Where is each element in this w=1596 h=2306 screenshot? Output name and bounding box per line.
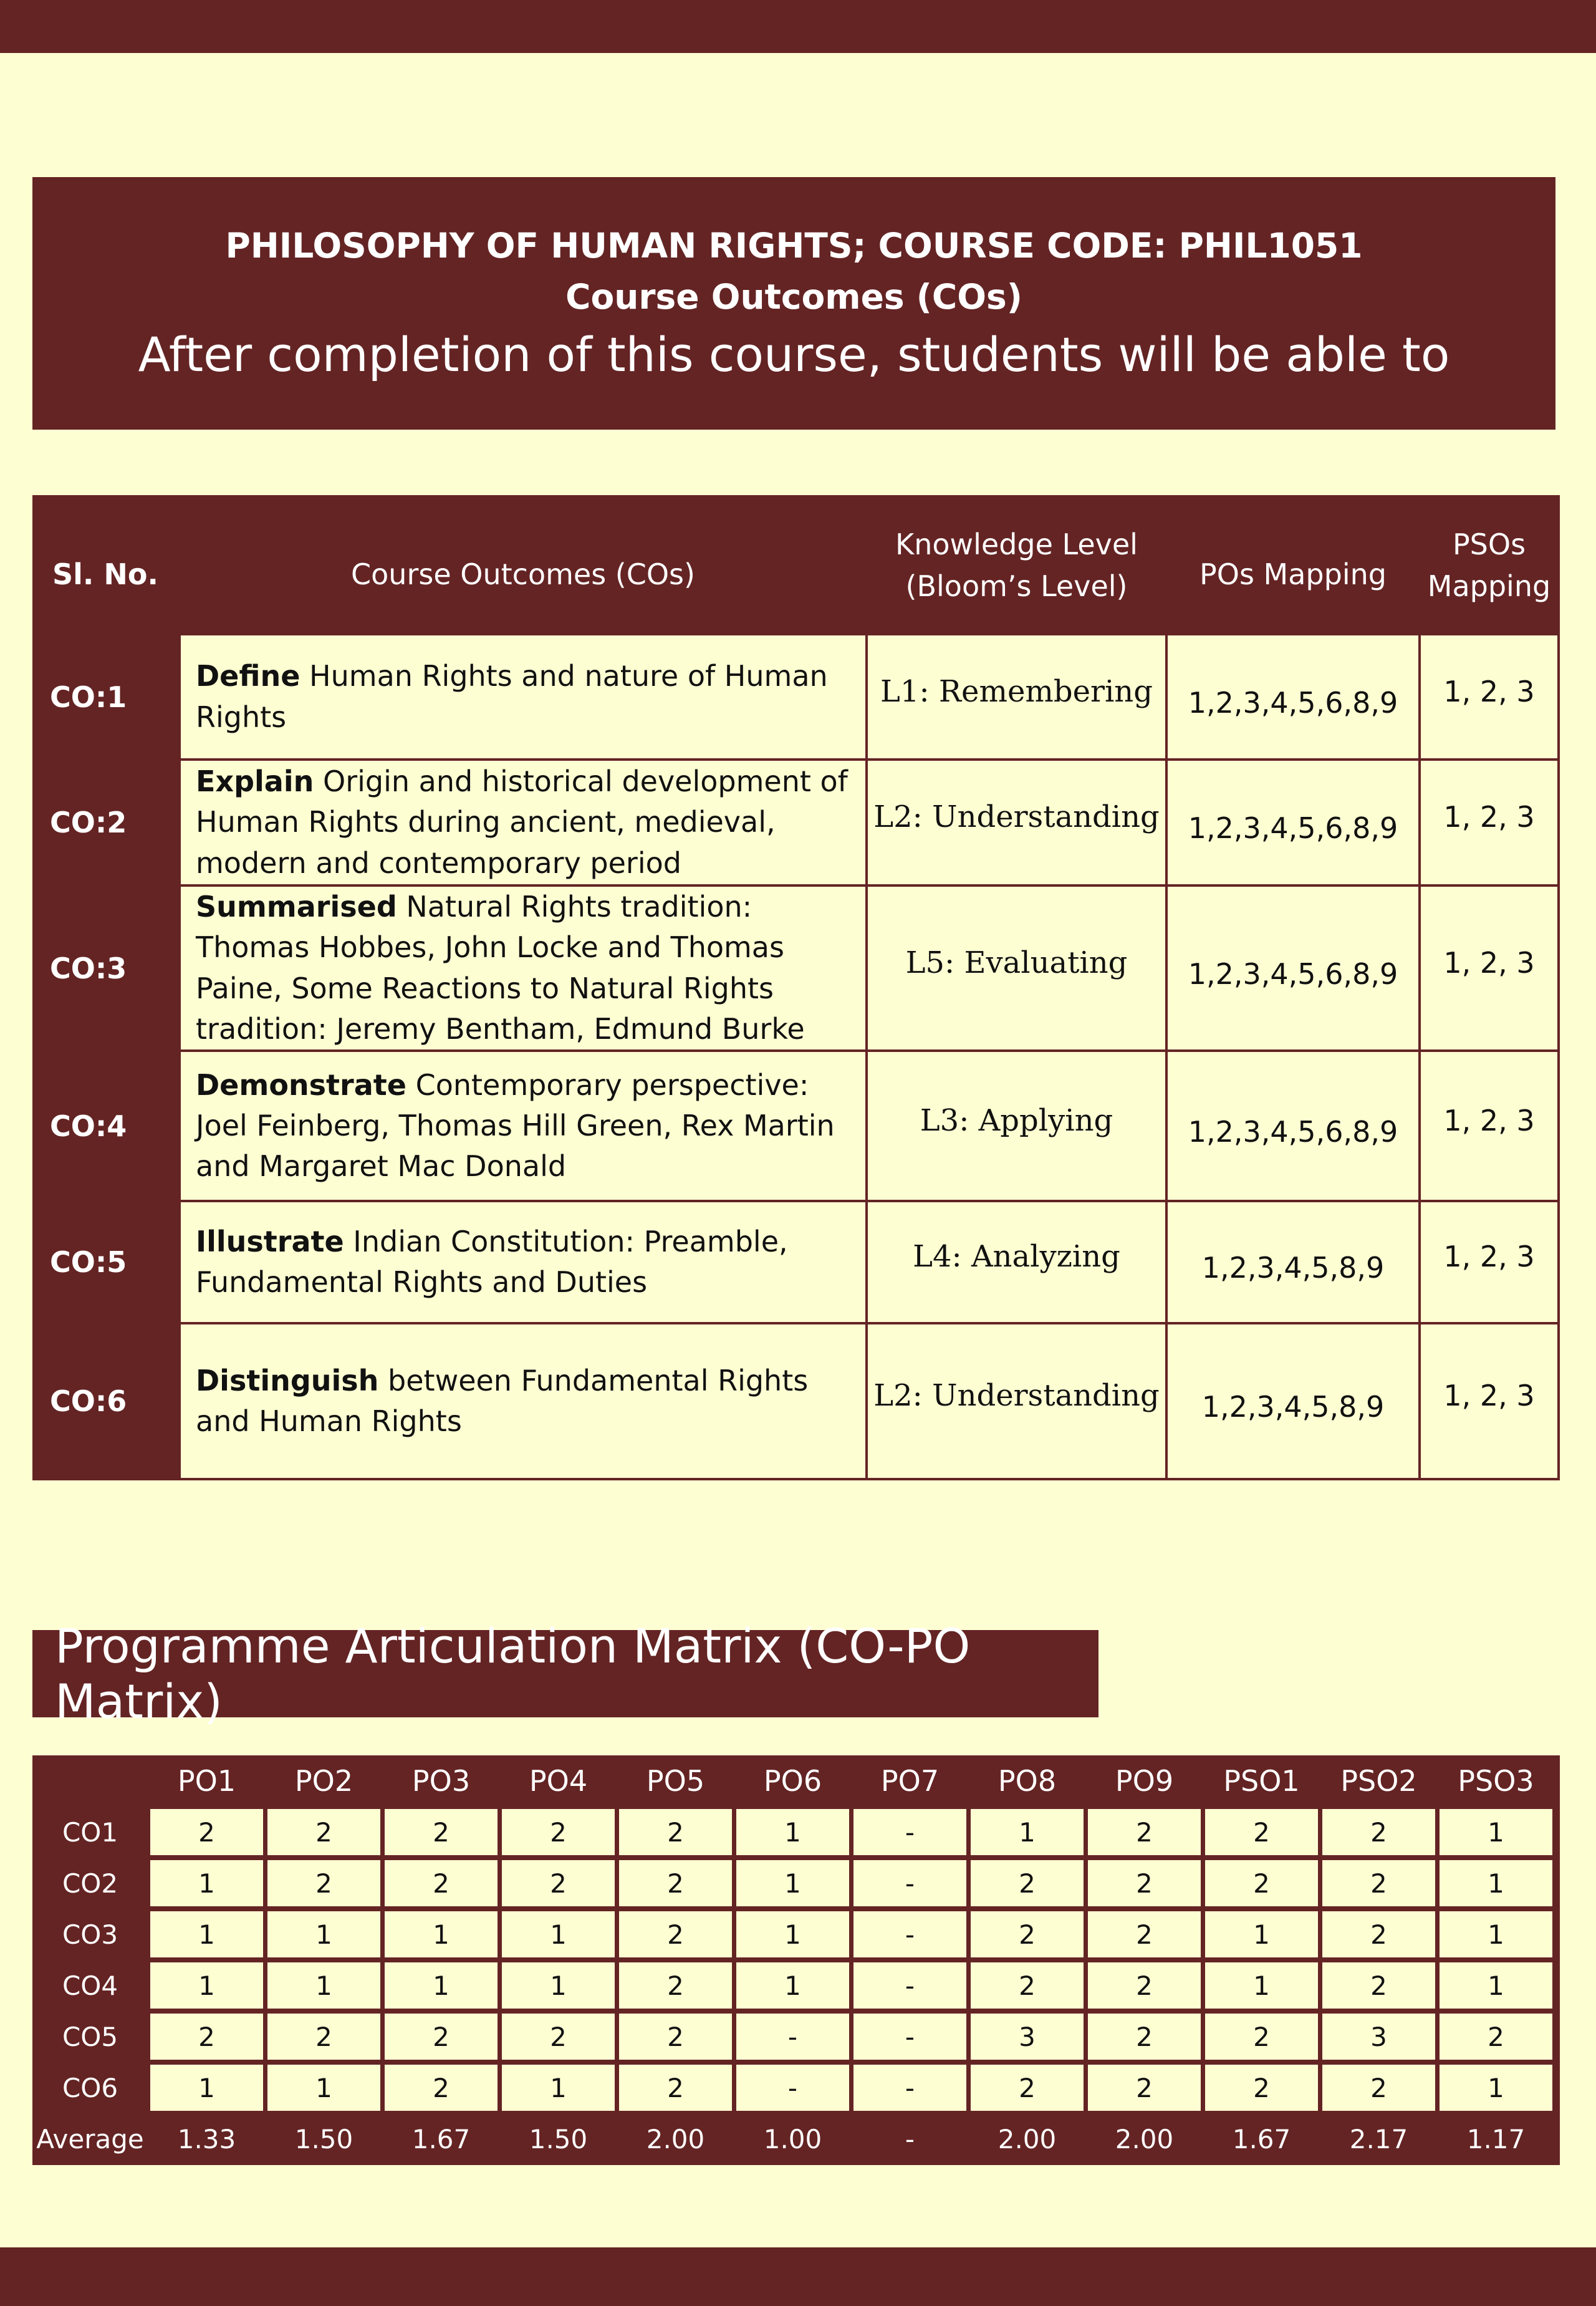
co-verb: Summarised (196, 889, 397, 924)
matrix-cell: 2 (382, 2011, 500, 2062)
matrix-row-label: CO1 (62, 1816, 118, 1848)
matrix-cell: 2 (1203, 2062, 1320, 2113)
matrix-row-label: CO5 (62, 2021, 118, 2052)
co-description (178, 758, 868, 887)
course-outcomes-table (32, 495, 1560, 1480)
co-psos-mapping: 1, 2, 3 (1418, 758, 1560, 887)
matrix-cell: 2.17 (1349, 2123, 1408, 2154)
header-psos-mapping (1418, 495, 1560, 635)
matrix-cell: 1 (1203, 1960, 1320, 2011)
matrix-cell: 1 (148, 1858, 266, 1909)
matrix-cell: 1.00 (763, 2123, 822, 2154)
matrix-cell: 2 (1437, 2011, 1555, 2062)
co-description (178, 1322, 868, 1480)
matrix-cell: 2 (617, 1960, 734, 2011)
matrix-cell: - (851, 1858, 969, 1909)
matrix-cell: 1 (734, 1909, 852, 1960)
matrix-row (32, 2011, 1560, 2062)
matrix-cell: 1.17 (1466, 2123, 1526, 2154)
matrix-cell: - (851, 2062, 969, 2113)
header-psos-line1: PSOs (1452, 527, 1526, 561)
co-knowledge-level: L5: Evaluating (865, 884, 1168, 1052)
matrix-cell: 2 (1320, 2062, 1438, 2113)
co-verb: Illustrate (196, 1224, 344, 1258)
co-sl: CO:1 (50, 680, 127, 714)
top-bar (0, 0, 1596, 53)
matrix-cell: 1 (499, 2062, 617, 2113)
matrix-cell: 1 (1437, 2062, 1555, 2113)
co-knowledge-level: L3: Applying (865, 1049, 1168, 1202)
co-psos-mapping: 1, 2, 3 (1418, 1322, 1560, 1480)
matrix-column-header: PSO1 (1223, 1764, 1300, 1798)
matrix-cell: 2 (148, 1807, 266, 1858)
co-psos-mapping: 1, 2, 3 (1418, 633, 1560, 761)
matrix-row (32, 1960, 1560, 2011)
matrix-cell: 1 (734, 1807, 852, 1858)
co-text: between Fundamental Rights and Human Rights (196, 1363, 809, 1438)
matrix-cell: - (851, 2011, 969, 2062)
co-row-6 (32, 1322, 1560, 1480)
header-knowledge-level (865, 495, 1168, 635)
co-sl: CO:4 (50, 1109, 127, 1143)
co-pos-mapping: 1,2,3,4,5,8,9 (1165, 1322, 1421, 1480)
co-pos-mapping: 1,2,3,4,5,6,8,9 (1165, 758, 1421, 887)
co-knowledge-level: L4: Analyzing (865, 1200, 1168, 1324)
matrix-cell: 3 (968, 2011, 1086, 2062)
matrix-cell: 2 (499, 1807, 617, 1858)
matrix-cell: 2.00 (1115, 2123, 1174, 2154)
header-pos-mapping: POs Mapping (1199, 557, 1387, 592)
co-row-3 (32, 884, 1560, 1052)
matrix-cell: 1 (1437, 1807, 1555, 1858)
matrix-cell: 2 (1203, 2011, 1320, 2062)
matrix-column-header: PO5 (646, 1764, 705, 1798)
matrix-cell: 1 (1437, 1960, 1555, 2011)
matrix-header-row (32, 1755, 1560, 1807)
matrix-row-label: CO2 (62, 1868, 118, 1899)
matrix-column-header: PO7 (880, 1764, 940, 1798)
matrix-cell: 1.50 (529, 2123, 588, 2154)
matrix-cell: - (851, 1807, 969, 1858)
matrix-column-header: PO4 (529, 1764, 588, 1798)
matrix-cell: 1.50 (294, 2123, 353, 2154)
co-psos-mapping: 1, 2, 3 (1418, 884, 1560, 1052)
matrix-cell: 2.00 (998, 2123, 1057, 2154)
matrix-cell: 2 (1320, 1909, 1438, 1960)
matrix-cell: 2 (1203, 1807, 1320, 1858)
matrix-cell: 1.67 (1232, 2123, 1291, 2154)
matrix-cell: 1 (1437, 1858, 1555, 1909)
matrix-cell: 2 (265, 1807, 383, 1858)
co-knowledge-level: L1: Remembering (865, 633, 1168, 761)
matrix-cell: 2 (1320, 1807, 1438, 1858)
co-sl: CO:5 (50, 1245, 127, 1279)
matrix-cell: 1 (265, 1909, 383, 1960)
matrix-cell: 1 (148, 1960, 266, 2011)
matrix-cell: 2 (382, 1807, 500, 1858)
matrix-row-label: Average (36, 2123, 144, 2154)
co-description (178, 1200, 868, 1324)
matrix-cell: 2 (265, 2011, 383, 2062)
bottom-bar (0, 2247, 1596, 2306)
co-pos-mapping: 1,2,3,4,5,6,8,9 (1165, 633, 1421, 761)
matrix-cell: 2 (499, 1858, 617, 1909)
course-intro: After completion of this course, students will be able to (138, 327, 1450, 382)
co-text: Human Rights and nature of Human Rights (196, 659, 828, 734)
matrix-cell: - (905, 2123, 915, 2154)
matrix-cell: 2 (1203, 1858, 1320, 1909)
matrix-column-header: PO8 (998, 1764, 1057, 1798)
matrix-column-header: PO3 (411, 1764, 471, 1798)
matrix-row-label: CO3 (62, 1919, 118, 1950)
matrix-cell: 2 (382, 2062, 500, 2113)
matrix-row (32, 2062, 1560, 2113)
matrix-cell: - (734, 2011, 852, 2062)
matrix-cell: 2 (1085, 1807, 1203, 1858)
co-description (178, 1049, 868, 1202)
co-sl: CO:2 (50, 806, 127, 839)
matrix-row (32, 1807, 1560, 1858)
co-row-1 (32, 633, 1560, 761)
matrix-cell: - (734, 2062, 852, 2113)
co-text: Origin and historical development of Human Rights during ancient, medieval, modern and contemporary period (196, 765, 848, 880)
header-psos-line2: Mapping (1427, 569, 1551, 603)
co-psos-mapping: 1, 2, 3 (1418, 1049, 1560, 1202)
co-verb: Demonstrate (196, 1068, 406, 1102)
matrix-title: Programme Articulation Matrix (CO-PO Matrix) (32, 1630, 1098, 1717)
matrix-cell: 1 (499, 1960, 617, 2011)
matrix-cell: 2 (968, 2062, 1086, 2113)
matrix-cell: 2.00 (646, 2123, 705, 2154)
matrix-cell: 2 (1320, 1858, 1438, 1909)
matrix-cell: 3 (1320, 2011, 1438, 2062)
matrix-row-label: CO6 (62, 2072, 118, 2103)
course-header (32, 177, 1555, 430)
matrix-cell: 2 (1320, 1960, 1438, 2011)
header-course-outcomes: Course Outcomes (COs) (351, 557, 695, 592)
co-po-matrix (32, 1755, 1560, 2165)
co-table-header (32, 495, 1560, 635)
co-verb: Define (196, 659, 300, 693)
course-title: PHILOSOPHY OF HUMAN RIGHTS; COURSE CODE: PHIL1051 (225, 226, 1363, 266)
matrix-column-header: PO9 (1115, 1764, 1174, 1798)
co-text: Indian Constitution: Preamble, Fundamental Rights and Duties (196, 1224, 788, 1299)
co-description (178, 633, 868, 761)
matrix-cell: 1 (265, 2062, 383, 2113)
matrix-cell: 2 (148, 2011, 266, 2062)
co-pos-mapping: 1,2,3,4,5,6,8,9 (1165, 1049, 1421, 1202)
matrix-cell: 2 (1085, 1858, 1203, 1909)
matrix-column-header: PO2 (294, 1764, 353, 1798)
matrix-cell: 1 (734, 1858, 852, 1909)
matrix-cell: 2 (382, 1858, 500, 1909)
co-row-2 (32, 758, 1560, 887)
co-verb: Distinguish (196, 1363, 379, 1397)
matrix-cell: 1 (382, 1909, 500, 1960)
matrix-column-header: PO1 (177, 1764, 236, 1798)
matrix-cell: 1 (968, 1807, 1086, 1858)
course-subtitle: Course Outcomes (COs) (565, 277, 1022, 317)
matrix-cell: 2 (968, 1909, 1086, 1960)
matrix-row-label: CO4 (62, 1970, 118, 2001)
matrix-cell: 2 (1085, 2062, 1203, 2113)
matrix-cell: 1 (148, 1909, 266, 1960)
co-knowledge-level: L2: Understanding (865, 1322, 1168, 1480)
co-verb: Explain (196, 765, 314, 799)
matrix-cell: 1 (265, 1960, 383, 2011)
matrix-cell: 2 (968, 1960, 1086, 2011)
co-description (178, 884, 868, 1052)
header-knowledge-level-line1: Knowledge Level (895, 527, 1138, 561)
matrix-cell: 2 (1085, 1909, 1203, 1960)
matrix-cell: 2 (617, 1807, 734, 1858)
matrix-cell: 1 (148, 2062, 266, 2113)
matrix-row (32, 1858, 1560, 1909)
co-knowledge-level: L2: Understanding (865, 758, 1168, 887)
matrix-column-header: PSO3 (1458, 1764, 1534, 1798)
header-knowledge-level-line2: (Bloom’s Level) (905, 569, 1128, 603)
matrix-cell: 1 (1437, 1909, 1555, 1960)
matrix-cell: 2 (968, 1858, 1086, 1909)
matrix-cell: 1 (499, 1909, 617, 1960)
matrix-cell: 1.67 (411, 2123, 471, 2154)
matrix-cell: - (851, 1960, 969, 2011)
matrix-cell: 1 (1203, 1909, 1320, 1960)
matrix-cell: 2 (1085, 1960, 1203, 2011)
co-row-4 (32, 1049, 1560, 1202)
matrix-cell: 1 (382, 1960, 500, 2011)
matrix-cell: 2 (499, 2011, 617, 2062)
matrix-cell: 1.33 (177, 2123, 236, 2154)
matrix-cell: - (851, 1909, 969, 1960)
matrix-cell: 1 (734, 1960, 852, 2011)
matrix-average-row (32, 2113, 1560, 2164)
matrix-cell: 2 (617, 1909, 734, 1960)
matrix-cell: 2 (617, 1858, 734, 1909)
matrix-column-header: PO6 (763, 1764, 822, 1798)
matrix-cell: 2 (1085, 2011, 1203, 2062)
co-text: Contemporary perspective: Joel Feinberg, Thomas Hill Green, Rex Martin and Margaret Mac Donald (196, 1068, 835, 1184)
matrix-cell: 2 (617, 2011, 734, 2062)
co-text: Natural Rights tradition: Thomas Hobbes, John Locke and Thomas Paine, Some Reactions to Natural Rights tradition: Jeremy Bentham, Edmund Burke (196, 889, 805, 1046)
co-psos-mapping: 1, 2, 3 (1418, 1200, 1560, 1324)
co-pos-mapping: 1,2,3,4,5,6,8,9 (1165, 884, 1421, 1052)
co-pos-mapping: 1,2,3,4,5,8,9 (1165, 1200, 1421, 1324)
co-sl: CO:6 (50, 1384, 127, 1418)
header-sl-no: Sl. No. (52, 557, 158, 592)
co-sl: CO:3 (50, 951, 127, 985)
matrix-row (32, 1909, 1560, 1960)
matrix-cell: 2 (265, 1858, 383, 1909)
matrix-column-header: PSO2 (1340, 1764, 1417, 1798)
co-row-5 (32, 1200, 1560, 1324)
matrix-cell: 2 (617, 2062, 734, 2113)
